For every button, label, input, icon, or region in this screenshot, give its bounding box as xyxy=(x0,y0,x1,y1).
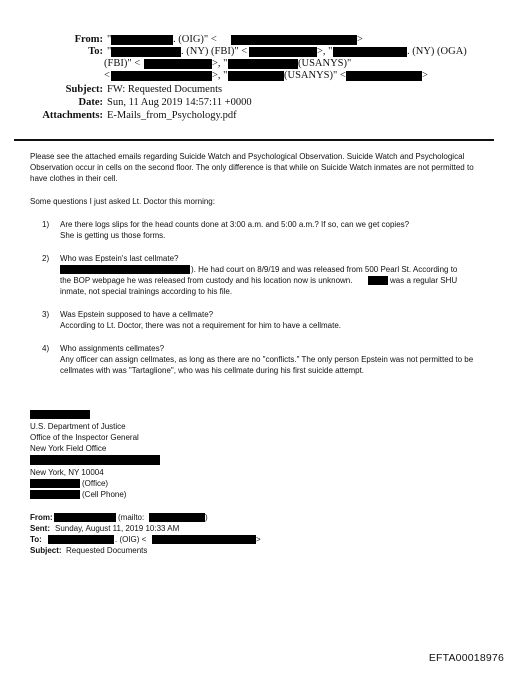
redaction xyxy=(144,59,212,69)
fwd-subject-value: Requested Documents xyxy=(66,546,148,555)
sig-office-phone: (Office) xyxy=(82,479,109,488)
fwd-to-label: To: xyxy=(30,535,42,544)
to-line3-open: < xyxy=(104,70,110,81)
redaction xyxy=(30,490,80,499)
fwd-sent-label: Sent: xyxy=(30,524,50,533)
redaction xyxy=(149,513,205,522)
subject-value: FW: Requested Documents xyxy=(107,84,223,95)
sig-department: U.S. Department of Justice xyxy=(30,422,126,431)
to-line2-org: (FBI)" < xyxy=(104,58,141,69)
redaction xyxy=(333,47,407,57)
q2-question: Who was Epstein's last cellmate? xyxy=(60,254,179,263)
from-label: From: xyxy=(74,34,103,45)
q2-answer-3: was a regular SHU xyxy=(390,276,458,285)
to-label: To: xyxy=(88,46,103,57)
redaction xyxy=(30,455,160,465)
date-value: Sun, 11 Aug 2019 14:57:11 +0000 xyxy=(107,97,252,108)
to-org-1: . (NY) (FBI)" < xyxy=(181,46,248,57)
redaction xyxy=(54,513,116,522)
q2-answer-4: inmate, not special trainings according to his file. xyxy=(60,287,233,296)
to-org-2: . (NY) (OGA) xyxy=(407,46,467,57)
q3-question: Was Epstein supposed to have a cellmate? xyxy=(60,310,214,319)
q3-number: 3) xyxy=(42,310,50,319)
fwd-mailto-close: ) xyxy=(205,513,208,522)
redaction xyxy=(346,71,422,81)
attachment-filename[interactable]: E-Mails_from_Psychology.pdf xyxy=(107,110,237,121)
redaction xyxy=(228,71,284,81)
fwd-mailto[interactable]: (mailto: xyxy=(118,513,145,522)
redaction xyxy=(111,71,212,81)
q3-answer: According to Lt. Doctor, there was not a requirement for him to have a cellmate. xyxy=(60,321,342,330)
bates-number: EFTA00018976 xyxy=(428,652,504,664)
to-line2-usanys: (USANYS)" xyxy=(298,58,352,69)
redaction xyxy=(368,276,388,285)
to-line3-usanys: (USANYS)" < xyxy=(284,70,346,81)
from-quote: " xyxy=(107,34,112,45)
q1-question: Are there logs slips for the head counts done at 3:00 a.m. and 5:00 a.m.? If so, can we get copies? xyxy=(60,220,410,229)
fwd-to-end: > xyxy=(256,535,261,544)
q2-answer-2: the BOP webpage he was released from custody and his location now is unknown. xyxy=(60,276,353,285)
fwd-to-org: . (OIG) < xyxy=(115,535,147,544)
subject-label: Subject: xyxy=(65,84,103,95)
q1-answer: She is getting us those forms. xyxy=(60,231,166,240)
redaction xyxy=(249,47,317,57)
lead-line: Some questions I just asked Lt. Doctor this morning: xyxy=(30,197,215,206)
fwd-subject-label: Subject: xyxy=(30,546,62,555)
date-label: Date: xyxy=(78,97,103,108)
sig-cell-phone: (Cell Phone) xyxy=(82,490,127,499)
redaction xyxy=(152,535,256,544)
q4-number: 4) xyxy=(42,344,50,353)
redaction xyxy=(48,535,114,544)
redaction xyxy=(111,47,181,57)
redaction xyxy=(30,479,80,488)
from-org: . (OIG)" < xyxy=(173,34,217,45)
sig-office: Office of the Inspector General xyxy=(30,433,139,442)
redaction xyxy=(60,265,190,274)
sig-city: New York, NY 10004 xyxy=(30,468,104,477)
sig-field-office: New York Field Office xyxy=(30,444,107,453)
fwd-from-label: From: xyxy=(30,513,53,522)
redaction xyxy=(231,35,357,45)
q2-number: 2) xyxy=(42,254,50,263)
redaction xyxy=(30,410,90,419)
from-end: > xyxy=(357,34,363,45)
attachments-label: Attachments: xyxy=(42,110,103,121)
to-line3-end: > xyxy=(422,70,428,81)
q4-question: Who assignments cellmates? xyxy=(60,344,165,353)
to-line3-sep: >, " xyxy=(212,70,228,81)
redaction xyxy=(228,59,298,69)
to-line2-sep: >, " xyxy=(212,58,228,69)
fwd-sent-value: Sunday, August 11, 2019 10:33 AM xyxy=(55,524,180,533)
intro-paragraph: Please see the attached emails regarding Suicide Watch and Psychological Observation. Suicide Watch and Psychological Observation occur in cells on the second floor. The only difference is that while on Suicide Watch inmates are not permitted to have clothes in their cell. xyxy=(30,152,474,183)
to-quote: " xyxy=(107,46,112,57)
header-divider xyxy=(14,139,494,141)
redaction xyxy=(111,35,173,45)
q1-number: 1) xyxy=(42,220,50,229)
to-sep-1: >, " xyxy=(317,46,333,57)
q4-answer: Any officer can assign cellmates, as long as there are no "conflicts." The only person Epstein was not permitted to be cellmates with was "Tartaglione", who was his cellmate during his first suicide attempt. xyxy=(60,355,474,375)
q2-answer-1: ). He had court on 8/9/19 and was released from 500 Pearl St. According to xyxy=(191,265,458,274)
